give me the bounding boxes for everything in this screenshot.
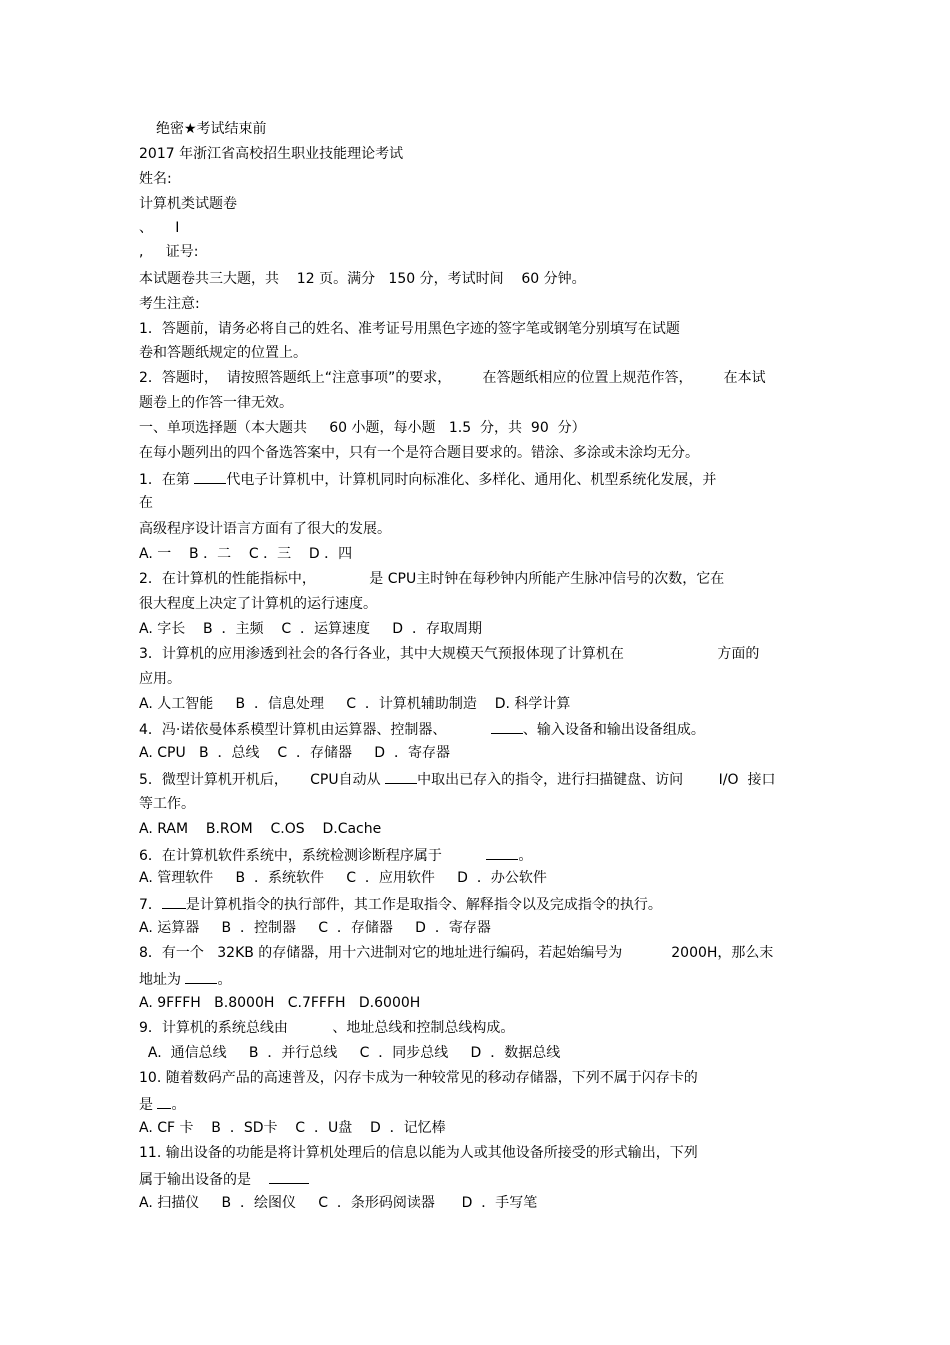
exam-title: 2017 年浙江省高校招生职业技能理论考试 bbox=[139, 146, 404, 162]
question-6 bbox=[139, 845, 532, 865]
q4-text-post: 、输入设备和输出设备组成。 bbox=[522, 722, 705, 738]
q6-text-pre: 6．在计算机软件系统中，系统检测诊断程序属于 bbox=[139, 848, 487, 864]
secret-label: 绝密★考试结束前 bbox=[156, 121, 267, 137]
question-2-cont: 很大程度上决定了计算机的运行速度。 bbox=[139, 596, 377, 612]
answer-blank bbox=[486, 845, 518, 860]
q1-text-post: 代电子计算机中，计算机同时向标准化、多样化、通用化、机型系统化发展，并 bbox=[226, 472, 717, 488]
question-4-options: A. CPU B ．总线 C ．存储器 D ．寄存器 bbox=[139, 745, 450, 761]
question-1-cont: 在 bbox=[139, 495, 153, 511]
question-11-options: A. 扫描仪 B ．绘图仪 C ．条形码阅读器 D ．手写笔 bbox=[139, 1195, 538, 1211]
question-2-options: A. 字长 B ．主频 C ．运算速度 D ．存取周期 bbox=[139, 621, 482, 637]
answer-blank bbox=[491, 719, 523, 734]
q1-text-pre: 1．在第 bbox=[139, 472, 195, 488]
question-5-options: A. RAM B.ROM C.OS D.Cache bbox=[139, 821, 382, 837]
q7-text-post: 是计算机指令的执行部件，其工作是取指令、解释指令以及完成指令的执行。 bbox=[185, 897, 662, 913]
answer-blank bbox=[385, 769, 417, 784]
cert-number-label: , 证号: bbox=[139, 244, 199, 260]
notice-item-1: 1．答题前，请务必将自己的姓名、准考证号用黑色字迹的签字笔或钢笔分别填写在试题 bbox=[139, 321, 680, 337]
stray-mark: 、 I bbox=[139, 220, 180, 236]
question-11: 11. 输出设备的功能是将计算机处理后的信息以能为人或其他设备所接受的形式输出，下列 bbox=[139, 1145, 698, 1161]
question-8-options: A. 9FFFH B.8000H C.7FFFH D.6000H bbox=[139, 995, 421, 1011]
q5-text-pre: 5．微型计算机开机后， CPU自动从 bbox=[139, 772, 386, 788]
question-8: 8．有一个 32KB 的存储器，用十六进制对它的地址进行编码，若起始编号为 2000H，那么末 bbox=[139, 945, 774, 961]
question-3-options: A. 人工智能 B ．信息处理 C ．计算机辅助制造 D. 科学计算 bbox=[139, 696, 571, 712]
question-1-options: A. 一 B ．二 C ．三 D ．四 bbox=[139, 546, 353, 562]
q11-text-pre: 属于输出设备的是 bbox=[139, 1172, 269, 1188]
section-instruction: 在每小题列出的四个备选答案中，只有一个是符合题目要求的。错涂、多涂或未涂均无分。 bbox=[139, 445, 699, 461]
question-3: 3．计算机的应用渗透到社会的各行各业，其中大规模天气预报体现了计算机在 方面的 bbox=[139, 646, 760, 662]
question-1 bbox=[139, 469, 716, 489]
question-4 bbox=[139, 719, 705, 739]
question-9: 9．计算机的系统总线由 、地址总线和控制总线构成。 bbox=[139, 1020, 515, 1036]
section-heading: 一、单项选择题（本大题共 60 小题，每小题 1.5 分，共 90 分） bbox=[139, 420, 586, 436]
answer-blank bbox=[194, 469, 226, 484]
q10-text-post: 。 bbox=[171, 1097, 186, 1113]
answer-blank bbox=[162, 894, 186, 909]
notice-item-2-cont: 题卷上的作答一律无效。 bbox=[139, 395, 293, 411]
q8-text-post: 。 bbox=[217, 972, 232, 988]
question-8-cont bbox=[139, 969, 231, 989]
q7-text-pre: 7． bbox=[139, 897, 162, 913]
question-11-cont bbox=[139, 1169, 309, 1189]
notice-title: 考生注意: bbox=[139, 296, 200, 312]
subject-title: 计算机类试题卷 bbox=[139, 196, 237, 212]
question-5-cont: 等工作。 bbox=[139, 796, 195, 812]
exam-summary: 本试题卷共三大题，共 12 页。满分 150 分，考试时间 60 分钟。 bbox=[139, 271, 586, 287]
answer-blank bbox=[269, 1169, 309, 1184]
notice-item-1-cont: 卷和答题纸规定的位置上。 bbox=[139, 345, 307, 361]
question-10: 10. 随着数码产品的高速普及，闪存卡成为一种较常见的移动存储器，下列不属于闪存卡的 bbox=[139, 1070, 698, 1086]
notice-item-2: 2．答题时， 请按照答题纸上“注意事项”的要求， 在答题纸相应的位置上规范作答， 在本试 bbox=[139, 370, 766, 386]
question-9-options: A. 通信总线 B ．并行总线 C ．同步总线 D ．数据总线 bbox=[139, 1045, 561, 1061]
question-5 bbox=[139, 769, 775, 789]
q8-text-pre: 地址为 bbox=[139, 972, 186, 988]
q6-text-post: 。 bbox=[518, 848, 533, 864]
q10-text-pre: 是 bbox=[139, 1097, 158, 1113]
answer-blank bbox=[185, 969, 217, 984]
question-2: 2．在计算机的性能指标中， 是 CPU主时钟在每秒钟内所能产生脉冲信号的次数，它在 bbox=[139, 571, 725, 587]
question-10-cont bbox=[139, 1094, 185, 1114]
question-6-options: A. 管理软件 B ．系统软件 C ．应用软件 D ．办公软件 bbox=[139, 870, 547, 886]
question-7 bbox=[139, 894, 662, 914]
name-label: 姓名: bbox=[139, 171, 172, 187]
question-3-cont: 应用。 bbox=[139, 671, 181, 687]
answer-blank bbox=[157, 1094, 171, 1109]
q5-text-post: 中取出已存入的指令，进行扫描键盘、访问 I/O 接口 bbox=[417, 772, 776, 788]
question-7-options: A. 运算器 B ．控制器 C ．存储器 D ．寄存器 bbox=[139, 920, 491, 936]
question-10-options: A. CF 卡 B ．SD卡 C ．U盘 D ．记忆棒 bbox=[139, 1120, 446, 1136]
question-1-cont2: 高级程序设计语言方面有了很大的发展。 bbox=[139, 521, 391, 537]
q4-text-pre: 4．冯·诺依曼体系模型计算机由运算器、控制器、 bbox=[139, 722, 491, 738]
